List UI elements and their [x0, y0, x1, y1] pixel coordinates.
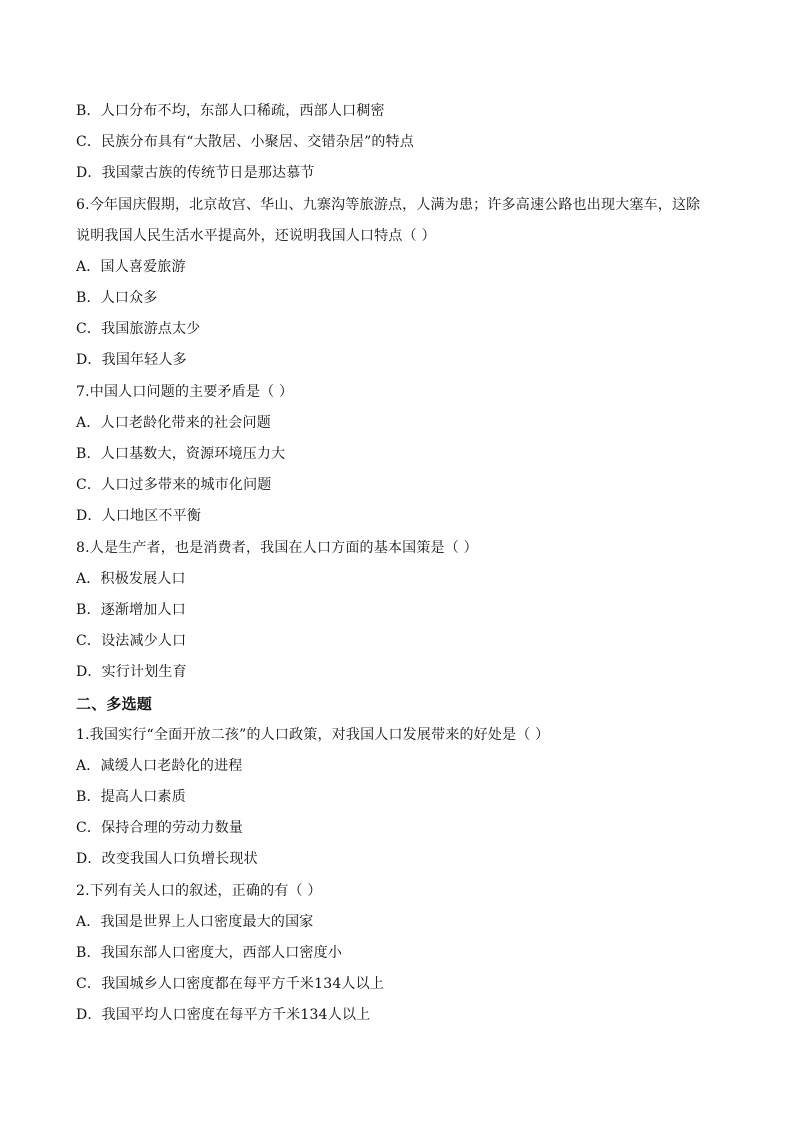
- m1-option-b: B．提高人口素质: [76, 789, 186, 805]
- q7-option-d: D．人口地区不平衡: [76, 508, 202, 524]
- q5-option-d: D．我国蒙古族的传统节日是那达慕节: [76, 165, 315, 181]
- q8-option-a: A．积极发展人口: [76, 571, 186, 587]
- m2-option-b: B．我国东部人口密度大，西部人口密度小: [76, 945, 343, 961]
- m1-stem: 1.我国实行“全面开放二孩”的人口政策，对我国人口发展带来的好处是（ ）: [76, 727, 550, 743]
- q6-stem-line-2: 说明我国人民生活水平提高外，还说明我国人口特点（ ）: [76, 228, 436, 244]
- m1-option-d: D．改变我国人口负增长现状: [76, 851, 258, 867]
- m1-option-a: A．减缓人口老龄化的进程: [76, 758, 243, 774]
- q5-option-c: C．民族分布具有“大散居、小聚居、交错杂居”的特点: [76, 134, 415, 150]
- q6-stem-line-1: 6.今年国庆假期，北京故宫、华山、九寨沟等旅游点，人满为患；许多高速公路也出现大塞车，这除: [76, 197, 701, 213]
- q8-option-d: D．实行计划生育: [76, 664, 187, 680]
- q6-option-d: D．我国年轻人多: [76, 352, 187, 368]
- q7-option-a: A．人口老龄化带来的社会问题: [76, 415, 271, 431]
- q8-option-b: B．逐渐增加人口: [76, 602, 186, 618]
- m2-option-c: C．我国城乡人口密度都在每平方千米134人以上: [76, 976, 385, 992]
- q7-option-c: C．人口过多带来的城市化问题: [76, 477, 272, 493]
- m2-option-a: A．我国是世界上人口密度最大的国家: [76, 914, 314, 930]
- q7-option-b: B．人口基数大，资源环境压力大: [76, 446, 286, 462]
- q7-stem: 7.中国人口问题的主要矛盾是（ ）: [76, 384, 294, 400]
- q8-stem: 8.人是生产者，也是消费者，我国在人口方面的基本国策是（ ）: [76, 540, 478, 556]
- q8-option-c: C．设法减少人口: [76, 633, 187, 649]
- q5-option-b: B．人口分布不均，东部人口稀疏，西部人口稠密: [76, 103, 385, 119]
- q6-option-b: B．人口众多: [76, 290, 158, 306]
- q6-option-c: C．我国旅游点太少: [76, 321, 201, 337]
- section-heading-multiple-choice: 二、多选题: [76, 695, 153, 713]
- m1-option-c: C．保持合理的劳动力数量: [76, 820, 244, 836]
- m2-stem: 2.下列有关人口的叙述，正确的有（ ）: [76, 883, 322, 899]
- q6-option-a: A．国人喜爱旅游: [76, 259, 186, 275]
- m2-option-d: D．我国平均人口密度在每平方千米134人以上: [76, 1007, 371, 1023]
